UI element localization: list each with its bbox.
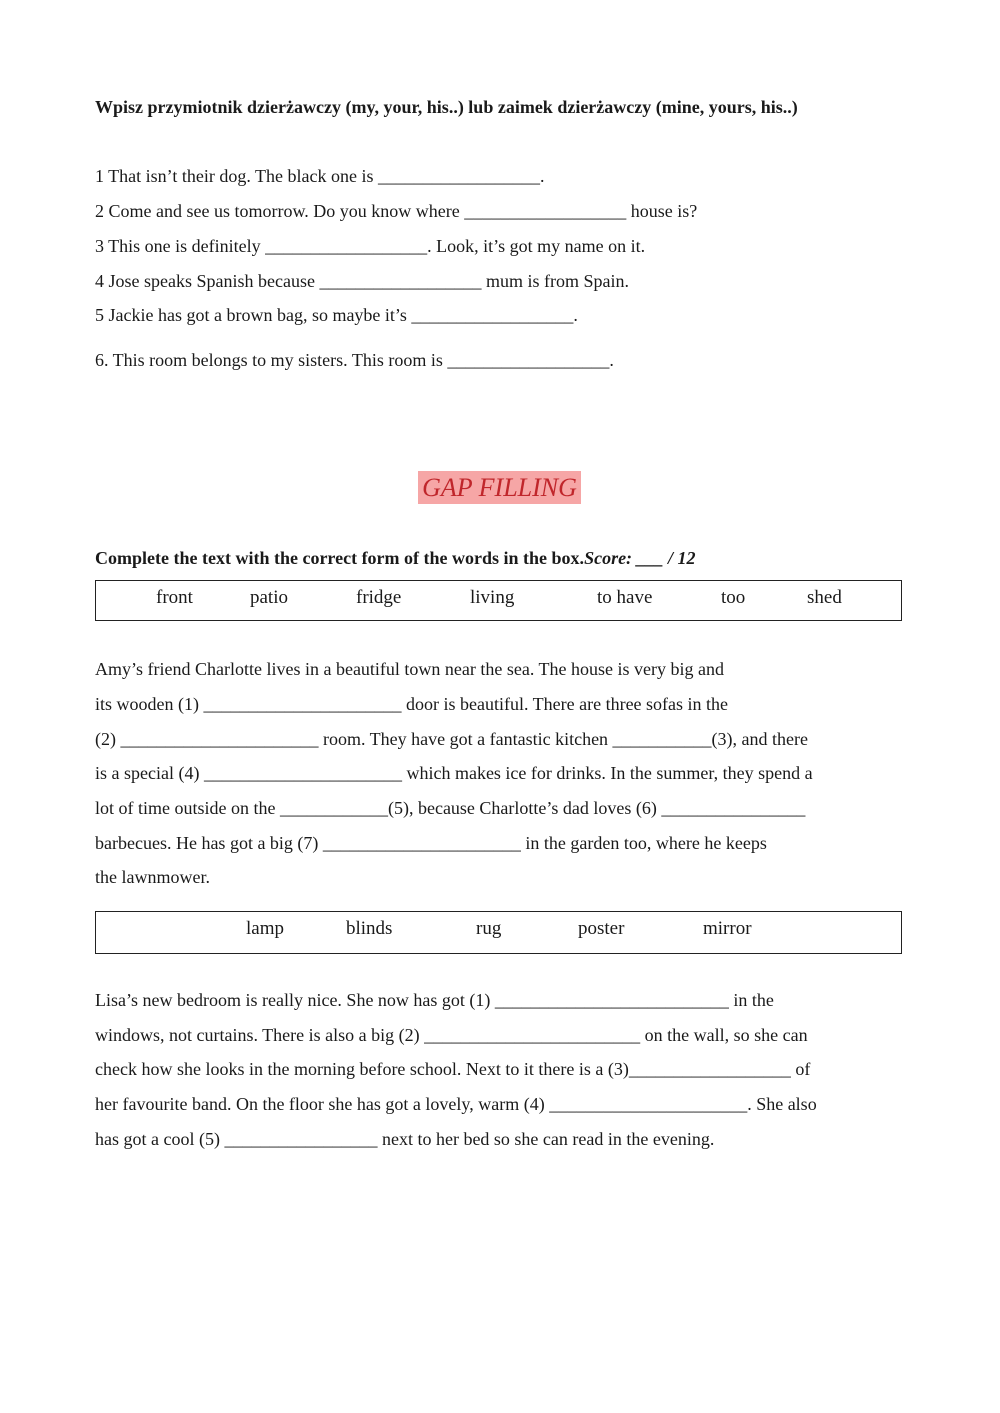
- word-box-2-item: poster: [578, 918, 625, 939]
- word-box-2-item: blinds: [346, 918, 393, 939]
- exercise-item-4: 4 Jose speaks Spanish because __________________ mum is from Spain.: [95, 271, 629, 291]
- word-box-1-item: too: [721, 587, 746, 608]
- text2-line: Lisa’s new bedroom is really nice. She now has got (1) __________________________ in the: [95, 990, 774, 1010]
- text1-line: Amy’s friend Charlotte lives in a beautiful town near the sea. The house is very big and: [95, 659, 725, 679]
- word-box-2-item: mirror: [703, 918, 752, 939]
- text1-line: is a special (4) ______________________ which makes ice for drinks. In the summer, they spend a: [95, 763, 813, 783]
- score-label: Score: ___ / 12: [584, 548, 696, 568]
- exercise-item-5: 5 Jackie has got a brown bag, so maybe it’s __________________.: [95, 305, 578, 325]
- text1-line: the lawnmower.: [95, 867, 210, 887]
- word-box-1-item: to have: [597, 587, 653, 608]
- exercise-item-6: 6. This room belongs to my sisters. This room is __________________.: [95, 350, 614, 370]
- text2-line: windows, not curtains. There is also a big (2) ________________________ on the wall, so she can: [95, 1025, 808, 1045]
- word-box-1: [95, 580, 902, 621]
- word-box-1-item: living: [470, 587, 515, 608]
- text2-line: has got a cool (5) _________________ next to her bed so she can read in the evening.: [95, 1129, 715, 1149]
- exercise-item-2: 2 Come and see us tomorrow. Do you know where __________________ house is?: [95, 201, 698, 221]
- word-box-1-item: front: [156, 587, 193, 608]
- text1-line: barbecues. He has got a big (7) ______________________ in the garden too, where he keeps: [95, 833, 767, 853]
- text1-line: lot of time outside on the ____________(5), because Charlotte’s dad loves (6) ________________: [95, 798, 806, 818]
- word-box-1-item: patio: [250, 587, 288, 608]
- text2-line: her favourite band. On the floor she has got a lovely, warm (4) ______________________. She also: [95, 1094, 817, 1114]
- gap-filling-instruction-row: [95, 548, 696, 569]
- gap-filling-instruction: Complete the text with the correct form of the words in the box.: [95, 548, 585, 568]
- word-box-1-item: fridge: [356, 587, 402, 608]
- word-box-2-item: rug: [476, 918, 502, 939]
- section1-instruction: Wpisz przymiotnik dzierżawczy (my, your, his..) lub zaimek dzierżawczy (mine, yours, his..): [95, 97, 798, 117]
- word-box-2-item: lamp: [246, 918, 284, 939]
- text1-line: (2) ______________________ room. They have got a fantastic kitchen ___________(3), and there: [95, 729, 809, 749]
- exercise-item-3: 3 This one is definitely __________________. Look, it’s got my name on it.: [95, 236, 646, 256]
- gap-filling-title: GAP FILLING: [418, 471, 581, 504]
- text1-line: its wooden (1) ______________________ door is beautiful. There are three sofas in the: [95, 694, 729, 714]
- word-box-2: [95, 911, 902, 954]
- text2-line: check how she looks in the morning before school. Next to it there is a (3)__________________ of: [95, 1059, 811, 1079]
- exercise-item-1: 1 That isn’t their dog. The black one is __________________.: [95, 166, 545, 186]
- word-box-1-item: shed: [807, 587, 842, 608]
